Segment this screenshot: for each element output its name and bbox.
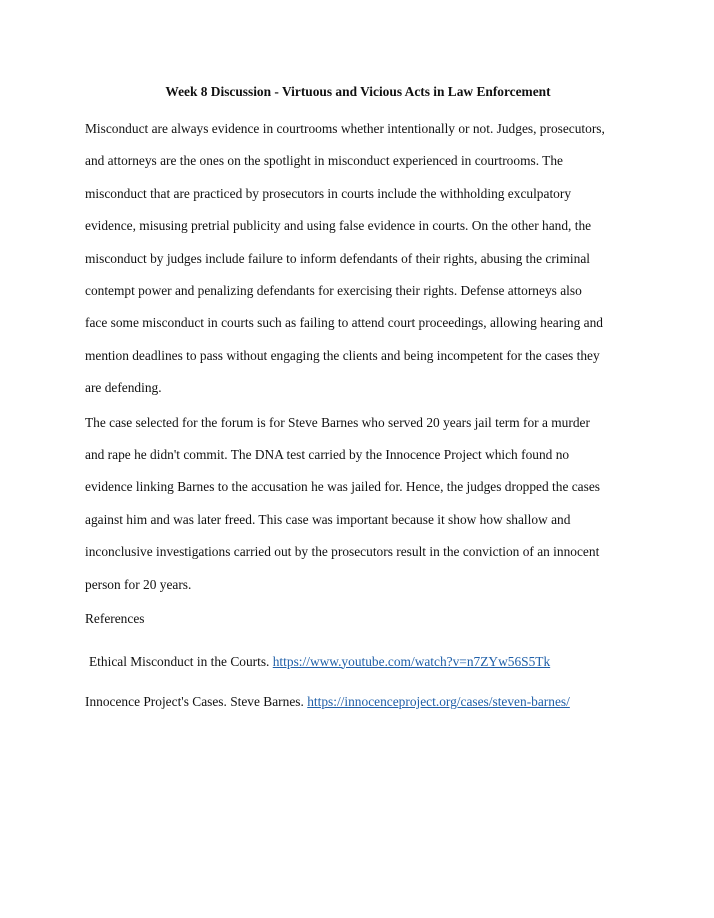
paragraph-line: face some misconduct in courts such as failing to attend court proceedings, allowing hearing and bbox=[85, 315, 603, 331]
paragraph-line: Misconduct are always evidence in courtrooms whether intentionally or not. Judges, prosecutors, bbox=[85, 121, 605, 136]
reference-item bbox=[85, 646, 631, 678]
paragraph-line: misconduct by judges include failure to inform defendants of their rights, abusing the criminal bbox=[85, 250, 590, 266]
paragraph-line: person for 20 years. bbox=[85, 576, 192, 592]
document-body bbox=[85, 83, 631, 726]
paragraph-misconduct bbox=[85, 113, 631, 405]
document-title: Week 8 Discussion - Virtuous and Vicious Acts in Law Enforcement bbox=[165, 84, 551, 99]
paragraph-line: mention deadlines to pass without engaging the clients and being incompetent for the cases they bbox=[85, 347, 600, 363]
paragraph-line: contempt power and penalizing defendants for exercising their rights. Defense attorneys also bbox=[85, 283, 582, 299]
reference-link[interactable]: https://www.youtube.com/watch?v=n7ZYw56S5Tk bbox=[272, 653, 551, 669]
paragraph-case bbox=[85, 407, 631, 601]
paragraph-line: evidence, misusing pretrial publicity and using false evidence in courts. On the other hand, the bbox=[85, 218, 592, 234]
reference-item bbox=[85, 686, 631, 718]
reference-text: Innocence Project's Cases. Steve Barnes. bbox=[85, 693, 308, 709]
paragraph-line: and rape he didn't commit. The DNA test carried by the Innocence Project which found no bbox=[85, 447, 570, 463]
paragraph-line: evidence linking Barnes to the accusation he was jailed for. Hence, the judges dropped the cases bbox=[85, 479, 600, 495]
paragraph-line: inconclusive investigations carried out by the prosecutors result in the conviction of an innocent bbox=[85, 544, 600, 560]
reference-text: Ethical Misconduct in the Courts. bbox=[89, 653, 273, 669]
references-heading: References bbox=[85, 611, 145, 627]
paragraph-line: against him and was later freed. This case was important because it show how shallow and bbox=[85, 511, 571, 527]
paragraph-line: misconduct that are practiced by prosecutors in courts include the withholding exculpatory bbox=[85, 185, 572, 201]
paragraph-line: are defending. bbox=[85, 380, 162, 396]
paragraph-line: The case selected for the forum is for Steve Barnes who served 20 years jail term for a murder bbox=[85, 414, 590, 430]
reference-link[interactable]: https://innocenceproject.org/cases/steven-barnes/ bbox=[307, 693, 570, 709]
paragraph-line: and attorneys are the ones on the spotlight in misconduct experienced in courtrooms. The bbox=[85, 153, 563, 169]
